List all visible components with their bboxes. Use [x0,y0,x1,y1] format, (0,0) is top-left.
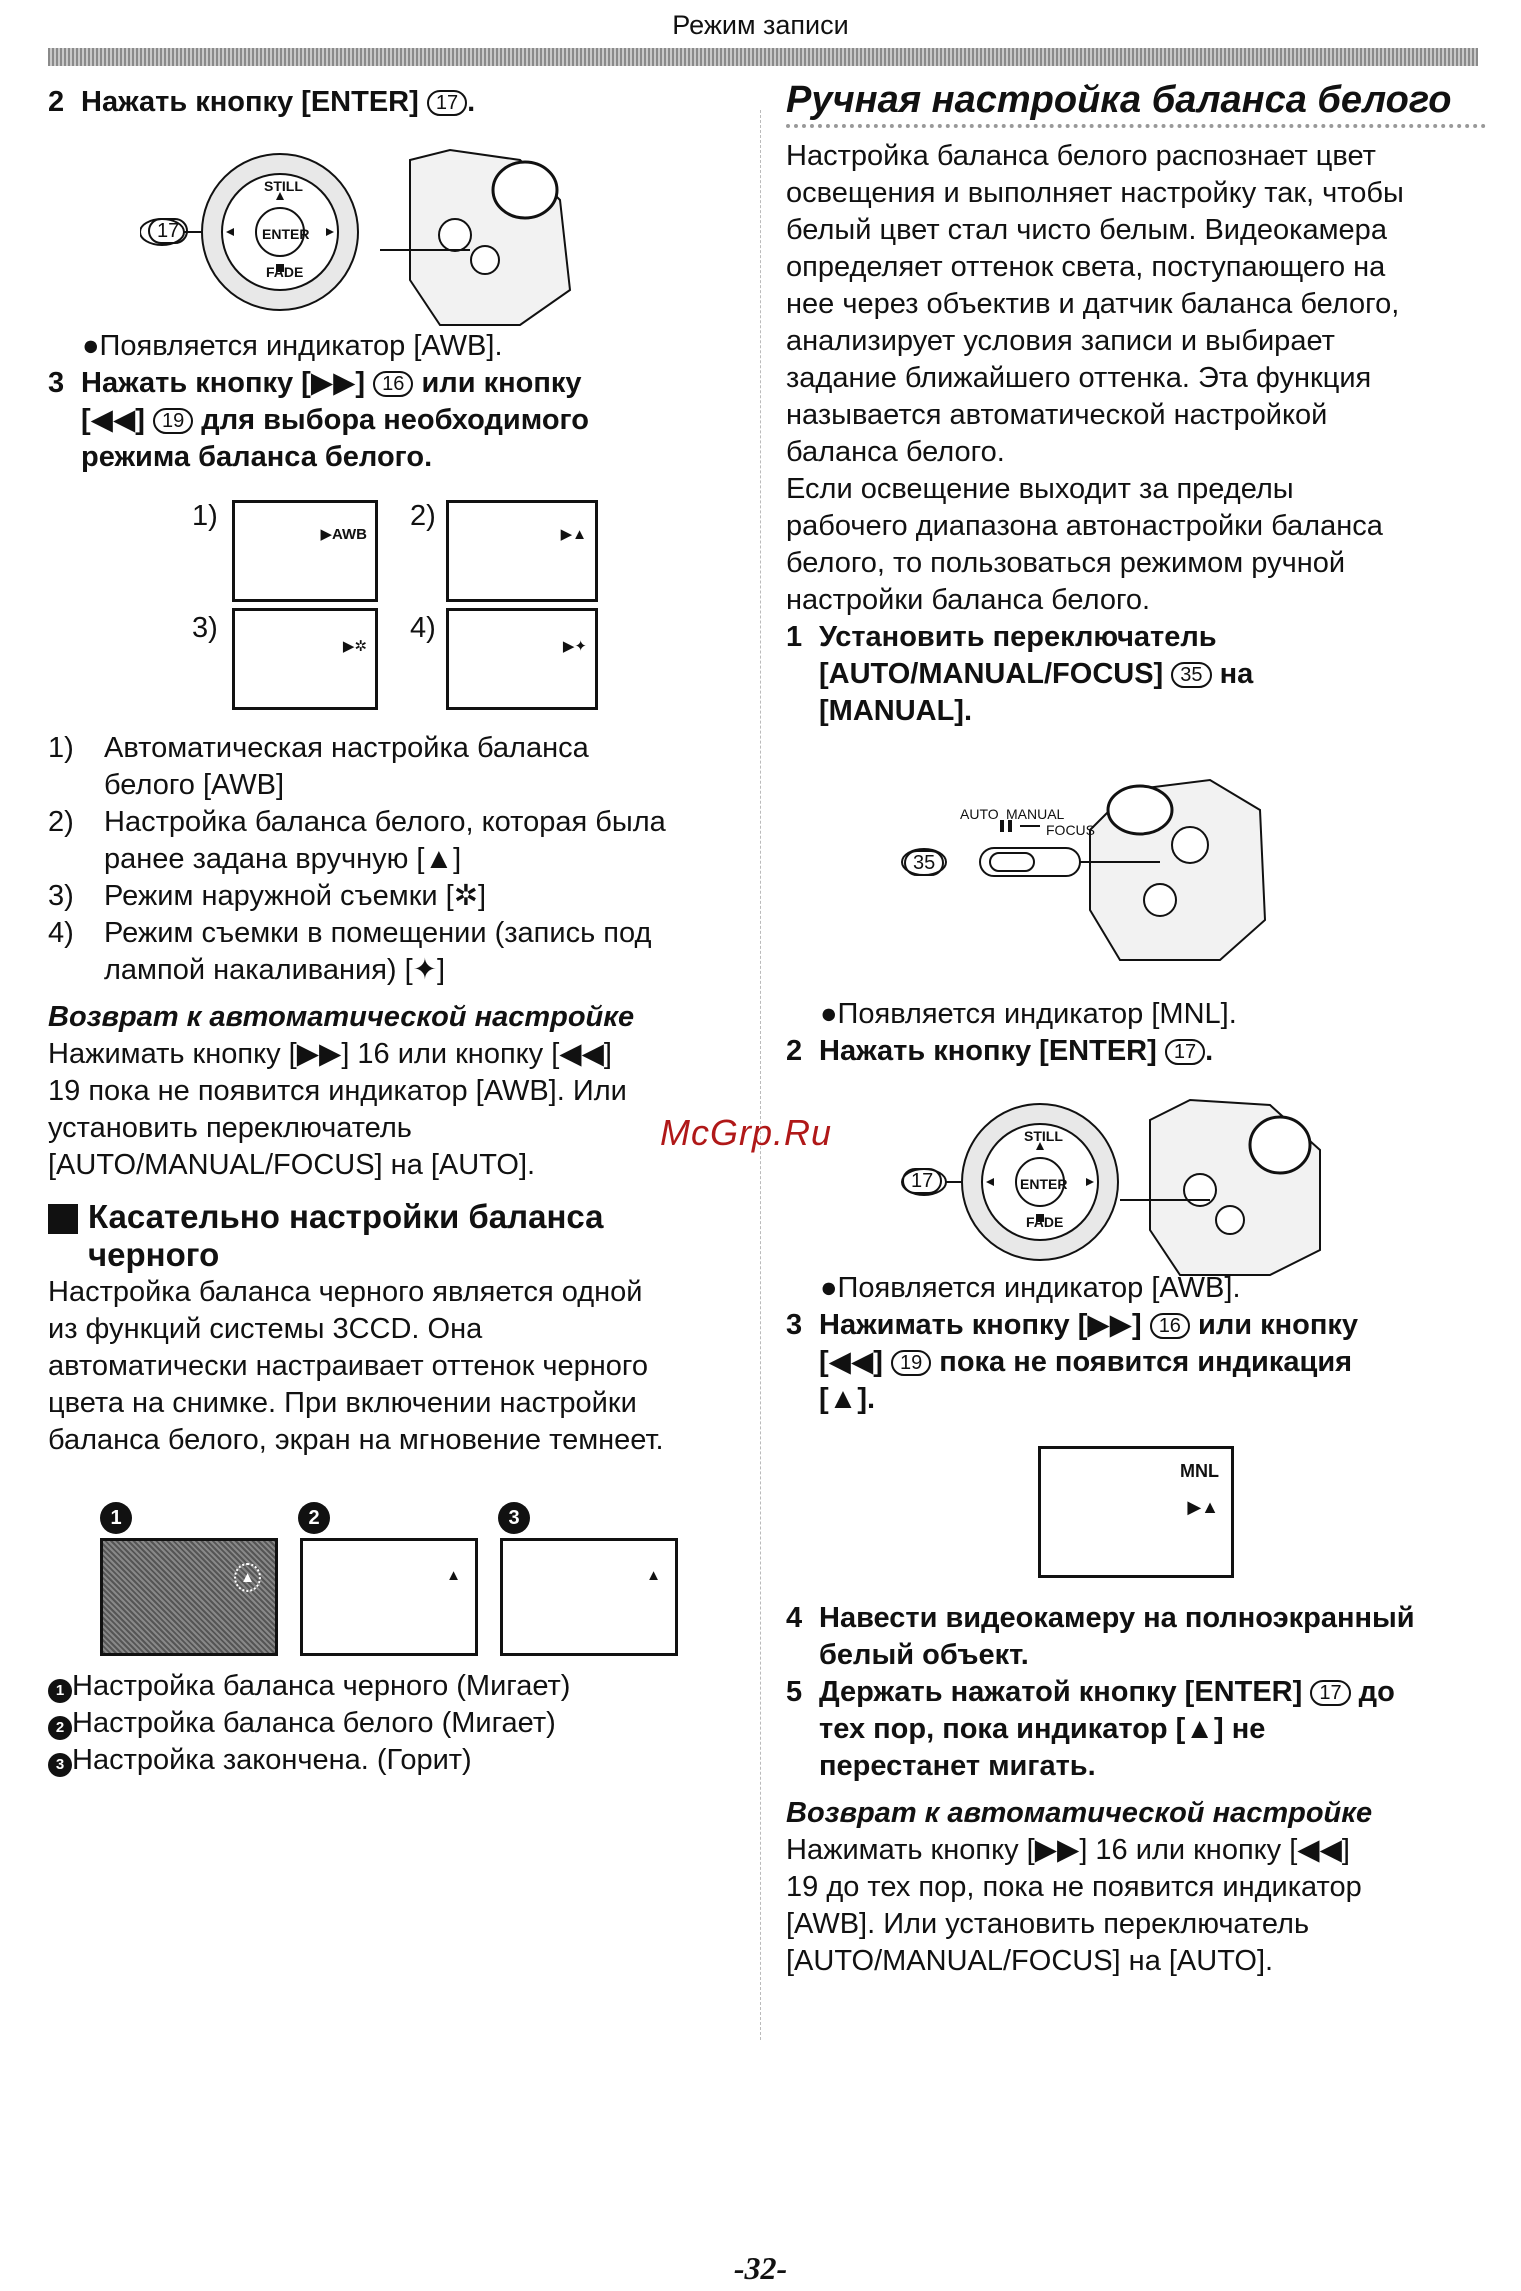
dial2-fade-label: FADE [1026,1214,1064,1230]
right-step-4: 4 Навести видеокамеру на полноэкранный белый объект. [786,1602,1415,1671]
switch-ref-35: 35 [904,850,944,876]
intro-13: настройки баланса белого. [786,584,1151,616]
intro-10: Если освещение выходит за пределы [786,473,1294,505]
right-return-line-3: [AWB]. Или установить переключатель [786,1908,1310,1940]
right-return-line-1: Нажимать кнопку [▶▶] 16 или кнопку [◀◀] [786,1834,1350,1866]
bullet-mnl: ●Появляется индикатор [MNL]. [820,998,1237,1030]
dial2-still-label: STILL [1024,1128,1063,1144]
intro-2: освещения и выполняет настройку так, чтобы [786,177,1404,209]
mode-description-list [48,730,748,1459]
intro-3: белый цвет стал чисто белым. Видеокамера [786,214,1387,246]
seq-screen-3 [500,1538,678,1656]
page-number: -32- [733,2250,788,2286]
right-return-line-4: [AUTO/MANUAL/FOCUS] на [AUTO]. [786,1945,1274,1977]
enter-dial-illustration-2 [890,1090,1330,1280]
seq-icon-3: ▲ [646,1567,661,1584]
mode-screen-1 [232,500,378,602]
mode-label-2: 2) [410,500,436,532]
mode-desc-4: 4) Режим съемки в помещении (запись под лампой накаливания) [✦] [48,917,652,986]
left-return-line-3: установить переключатель [48,1112,412,1144]
left-return-title: Возврат к автоматической настройке [48,1001,635,1033]
intro-9: баланса белого. [786,436,1005,468]
mode-screen-3 [232,608,378,710]
right-block-2 [786,996,1486,1070]
intro-5: нее через объектив и датчик баланса белого, [786,288,1400,320]
black-body-2: из функций системы 3CCD. Она [48,1313,483,1345]
seq-icon-2: ▲ [446,1567,461,1584]
mode-screen-2 [446,500,598,602]
right-title: Ручная настройка баланса белого [786,79,1452,121]
mode-desc-3: 3) Режим наружной съемки [✲] [48,880,487,912]
left-return-line-2: 19 пока не появится индикатор [AWB]. Или [48,1075,627,1107]
mode-icon-3: ▶✲ [342,638,367,655]
dial-ref-17: 17 [148,218,188,244]
black-body-3: автоматически настраивает оттенок черного [48,1350,648,1382]
bullet-awb: ●Появляется индикатор [AWB]. [82,330,503,362]
intro-12: белого, то пользоваться режимом ручной [786,547,1346,579]
seq-mark-2: 2 [298,1502,330,1534]
header-band [48,48,1478,66]
intro-6: анализирует условия записи и выбирает [786,325,1335,357]
mode-screen-4 [446,608,598,710]
watermark: McGrp.Ru [660,1112,833,1153]
right-block-4 [786,1600,1486,1980]
column-divider [760,110,761,2040]
dial2-ref-17: 17 [902,1168,942,1194]
right-step-1: 1 Установить переключатель [AUTO/MANUAL/FOCUS] 35 на [MANUAL]. [786,621,1254,727]
seq-icon-1: ▲ [234,1563,261,1592]
mode-icon-4: ▶✦ [562,638,587,655]
black-balance-heading: Касательно настройки баланса черного [48,1198,748,1274]
mode-switch-illustration [890,770,1270,970]
black-body-4: цвета на снимке. При включении настройки [48,1387,637,1419]
seq-description-list [48,1668,748,1779]
right-column [786,78,1486,730]
intro-11: рабочего диапазона автонастройки баланса [786,510,1383,542]
seq-screen-2 [300,1538,478,1656]
left-return-line-1: Нажимать кнопку [▶▶] 16 или кнопку [◀◀] [48,1038,612,1070]
bullet-awb-2: ●Появляется индикатор [AWB]. [820,1272,1241,1304]
left-return-line-4: [AUTO/MANUAL/FOCUS] на [AUTO]. [48,1149,536,1181]
switch-auto-label: AUTO [960,806,999,822]
black-body-5: баланса белого, экран на мгновение темнеет. [48,1424,664,1456]
left-step-3: 3 Нажать кнопку [▶▶] 16 или кнопку [◀◀] 19 для выбора необходимого режима баланса белого. [48,367,589,473]
mode-desc-1: 1) Автоматическая настройка баланса белого [AWB] [48,732,589,801]
left-column [48,84,738,121]
black-body-1: Настройка баланса черного является одной [48,1276,643,1308]
right-return-title: Возврат к автоматической настройке [786,1797,1373,1829]
intro-1: Настройка баланса белого распознает цвет [786,140,1376,172]
seq-desc-2: 2 Настройка баланса белого (Мигает) [48,1705,748,1742]
seq-mark-3: 3 [498,1502,530,1534]
seq-screen-1 [100,1538,278,1656]
right-step-3: 3 Нажимать кнопку [▶▶] 16 или кнопку [◀◀] 19 пока не появится индикация [▲]. [786,1309,1359,1415]
mode-icon-1: ▶AWB [320,526,367,543]
left-step-2: 2 Нажать кнопку [ENTER] 17 . [48,86,476,118]
mnl-screen [1038,1446,1234,1578]
right-step-2: 2 Нажать кнопку [ENTER] 17 . [786,1035,1214,1067]
mode-label-4: 4) [410,612,436,644]
right-step-5: 5 Держать нажатой кнопку [ENTER] 17 до тех пор, пока индикатор [▲] не перестанет мигать. [786,1676,1395,1782]
mnl-label: MNL [1180,1461,1219,1481]
intro-4: определяет оттенок света, поступающего на [786,251,1386,283]
intro-7: задание ближайшего оттенка. Эта функция [786,362,1372,394]
dial2-enter-label: ENTER [1020,1176,1068,1192]
enter-dial-illustration [140,140,580,330]
seq-mark-1: 1 [100,1502,132,1534]
title-underline [786,124,1486,138]
mode-desc-2: 2) Настройка баланса белого, которая была ранее задана вручную [▲] [48,806,666,875]
left-block-2 [48,328,748,476]
switch-manual-label: MANUAL [1006,806,1065,822]
mode-label-1: 1) [192,500,218,532]
mode-icon-2: ▶▲ [560,526,587,543]
right-block-3 [786,1270,1486,1418]
seq-desc-3: 3 Настройка закончена. (Горит) [48,1742,748,1779]
dial-enter-label: ENTER [262,226,310,242]
intro-8: называется автоматической настройкой [786,399,1328,431]
mode-label-3: 3) [192,612,218,644]
dial-still-label: STILL [264,178,303,194]
switch-focus-label: FOCUS [1046,822,1095,838]
dial-fade-label: FADE [266,264,304,280]
right-return-line-2: 19 до тех пор, пока не появится индикатор [786,1871,1362,1903]
page-header: Режим записи [672,10,849,40]
mnl-icon: ▶▲ [1187,1497,1219,1517]
section-square-icon [48,1204,78,1234]
seq-desc-1: 1 Настройка баланса черного (Мигает) [48,1668,748,1705]
